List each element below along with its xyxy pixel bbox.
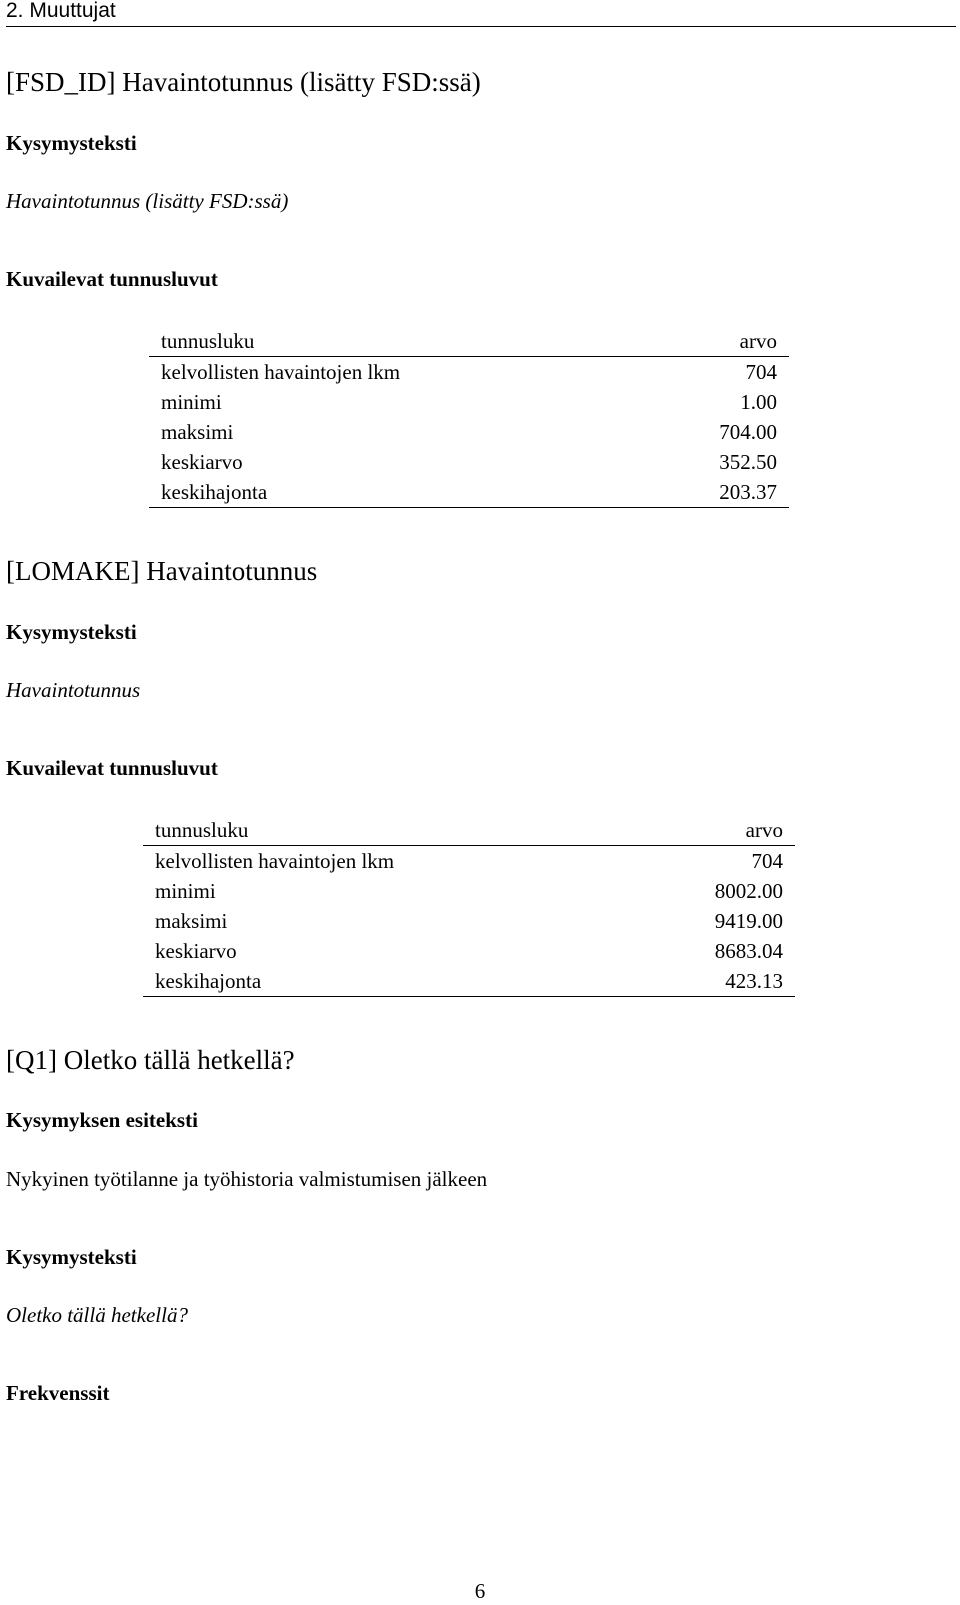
table-row xyxy=(143,936,795,966)
descriptive-stats-heading: Kuvailevat tunnusluvut xyxy=(6,756,218,780)
statistic-name: maksimi xyxy=(155,909,228,933)
statistic-name: maksimi xyxy=(161,420,234,444)
column-header-value: arvo xyxy=(637,326,789,357)
statistic-name: keskiarvo xyxy=(155,939,237,963)
column-header-statistic: tunnusluku xyxy=(143,815,626,846)
column-header-statistic: tunnusluku xyxy=(149,326,637,357)
page-number: 6 xyxy=(474,1579,486,1603)
statistic-value: 9419.00 xyxy=(714,909,783,933)
running-header xyxy=(6,0,956,27)
chapter-title: 2. Muuttujat xyxy=(6,0,116,22)
statistic-name: minimi xyxy=(161,390,222,414)
statistic-value: 1.00 xyxy=(740,390,777,414)
question-text-heading: Kysymysteksti xyxy=(6,131,137,155)
statistic-value: 8002.00 xyxy=(714,879,783,903)
question-text-heading: Kysymysteksti xyxy=(6,620,137,644)
question-text-heading: Kysymysteksti xyxy=(6,1245,137,1269)
statistic-value: 704 xyxy=(751,849,783,873)
descriptive-stats-table-lomake xyxy=(143,815,795,997)
frequencies-heading: Frekvenssit xyxy=(6,1381,110,1405)
descriptive-stats-heading: Kuvailevat tunnusluvut xyxy=(6,267,218,291)
table-row xyxy=(149,387,789,417)
table-row xyxy=(143,906,795,936)
pretext: Nykyinen työtilanne ja työhistoria valmistumisen jälkeen xyxy=(6,1167,488,1191)
statistic-name: keskihajonta xyxy=(149,477,637,508)
table-row xyxy=(149,477,789,508)
table-row xyxy=(143,846,795,877)
column-header-value: arvo xyxy=(626,815,795,846)
statistic-value: 423.13 xyxy=(626,966,795,997)
table-header-row xyxy=(149,326,789,357)
table-row xyxy=(143,966,795,997)
statistic-name: kelvollisten havaintojen lkm xyxy=(155,849,395,873)
statistic-name: keskiarvo xyxy=(161,450,243,474)
statistic-value: 352.50 xyxy=(719,450,777,474)
table-row xyxy=(149,357,789,388)
table-header-row xyxy=(143,815,795,846)
question-text: Havaintotunnus xyxy=(6,678,141,702)
question-text: Oletko tällä hetkellä? xyxy=(6,1303,188,1327)
table-row xyxy=(143,876,795,906)
statistic-value: 8683.04 xyxy=(714,939,783,963)
statistic-name: kelvollisten havaintojen lkm xyxy=(161,360,401,384)
table-row xyxy=(149,417,789,447)
statistic-name: keskihajonta xyxy=(143,966,626,997)
descriptive-stats-table-fsd-id xyxy=(149,326,789,508)
variable-title-fsd-id: [FSD_ID] Havaintotunnus (lisätty FSD:ssä) xyxy=(6,67,481,97)
table-row xyxy=(149,447,789,477)
statistic-value: 704 xyxy=(745,360,777,384)
statistic-name: minimi xyxy=(155,879,216,903)
variable-title-lomake: [LOMAKE] Havaintotunnus xyxy=(6,556,318,586)
pretext-heading: Kysymyksen esiteksti xyxy=(6,1108,198,1132)
statistic-value: 203.37 xyxy=(637,477,789,508)
statistic-value: 704.00 xyxy=(719,420,777,444)
variable-title-q1: [Q1] Oletko tällä hetkellä? xyxy=(6,1045,295,1075)
question-text: Havaintotunnus (lisätty FSD:ssä) xyxy=(6,189,289,213)
